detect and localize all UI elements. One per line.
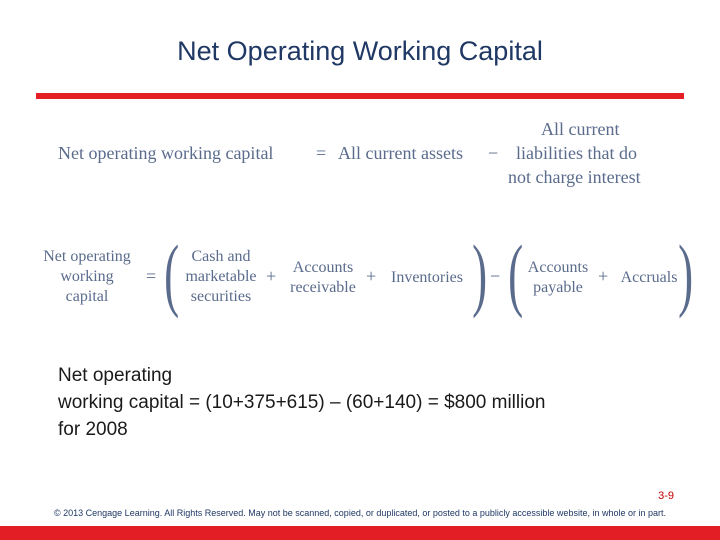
calc-line1: Net operating	[58, 365, 173, 386]
eq2-inventories: Inventories	[391, 269, 463, 286]
eq2-ar-line2: receivable	[290, 279, 356, 296]
eq2-cash-line2: marketable	[185, 268, 257, 285]
eq1-term1: All current assets	[338, 143, 463, 163]
eq2-accruals: Accruals	[620, 269, 678, 286]
title-divider	[36, 93, 684, 99]
eq1-term2-line2: liabilities that do	[516, 143, 637, 163]
eq1-term2-line3: not charge interest	[508, 167, 641, 187]
eq1-lhs: Net operating working capital	[58, 143, 274, 163]
right-paren-2: )	[678, 228, 694, 319]
eq2-ar	[284, 258, 362, 298]
right-paren-1: )	[472, 228, 488, 319]
calculation	[58, 362, 545, 443]
left-paren-2: (	[508, 228, 524, 319]
copyright-notice: © 2013 Cengage Learning. All Rights Reserved. May not be scanned, copied, or duplicated, or posted to a publicly accessible website, in whole or in part.	[54, 508, 666, 518]
eq1-minus: −	[488, 143, 499, 163]
eq2-cash-line1: Cash and	[191, 248, 251, 265]
page-number: 3-9	[658, 490, 674, 502]
footer-bar	[0, 526, 720, 540]
eq2-plus-3: +	[598, 266, 609, 286]
eq2-minus: −	[490, 266, 501, 286]
eq2-ap	[520, 258, 596, 298]
left-paren-1: (	[164, 228, 180, 319]
slide-title: Net Operating Working Capital	[177, 36, 543, 66]
eq2-ap-line1: Accounts	[527, 259, 589, 276]
eq1-equals: =	[316, 143, 327, 163]
eq2-ar-line1: Accounts	[292, 259, 354, 276]
eq2-cash-line3: securities	[190, 288, 252, 305]
eq2-lhs-line1: Net operating	[43, 248, 131, 265]
eq2-lhs-line3: capital	[65, 288, 109, 305]
eq2-equals: =	[146, 266, 157, 286]
eq2-lhs-line2: working	[60, 268, 114, 285]
calc-line3: for 2008	[58, 419, 128, 440]
eq2-cash	[180, 247, 262, 307]
eq1-term2-line1: All current	[541, 119, 620, 139]
eq2-plus-1: +	[266, 266, 277, 286]
eq2-plus-2: +	[366, 266, 377, 286]
eq2-lhs	[30, 247, 144, 307]
calc-line2: working capital = (10+375+615) – (60+140) = $800 million	[58, 392, 546, 413]
eq2-ap-line2: payable	[533, 279, 583, 296]
